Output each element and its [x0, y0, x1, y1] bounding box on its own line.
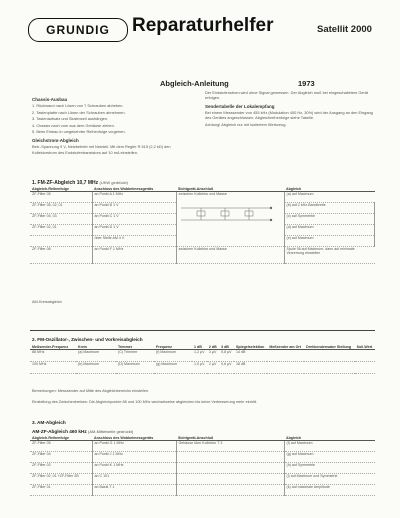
cell: ZF-Filter 02, 01 [30, 225, 92, 236]
grundig-logo [28, 18, 128, 42]
cell [176, 485, 284, 496]
cell: (g) auf Maximum [284, 452, 375, 463]
cell: 2 µV [207, 362, 219, 374]
section1-footer: AM-Kreisabgleich [32, 300, 62, 304]
col-header: 2 dB [207, 345, 219, 350]
cell: 0,6 µV [219, 362, 234, 374]
cell: (D) Maximum [116, 362, 154, 374]
table-row [30, 463, 375, 474]
cell [355, 350, 375, 362]
sender-heading: Sendertabelle der Lokalempfang [205, 103, 275, 109]
cell: ZF-Filter 04 [30, 452, 92, 463]
col-header: Abgleich-Reihenfolge [30, 436, 92, 441]
fm-oscillator-table [30, 345, 375, 374]
cell: (b) Maximum [76, 362, 116, 374]
right-column [205, 90, 373, 128]
section3-sub-text: AM-ZF-Abgleich 460 kHz [32, 429, 87, 434]
cell: ZF-Filter 06 [30, 247, 92, 264]
section2-note1: Bemerkungen: Messsender auf Mitte des Abgleichbereichs einstellen. [32, 389, 150, 393]
cell [176, 452, 284, 463]
left-column [32, 94, 190, 156]
cell: (c) auf Symmetrie [284, 214, 375, 225]
subtitle: Abgleich-Anleitung [160, 79, 229, 88]
table-row [30, 441, 375, 452]
table-row [30, 350, 375, 362]
cell: (i) auf Maximum und Symmetrie [284, 474, 375, 485]
col-header: 1 dB [192, 345, 207, 350]
col-header: Abgleich [284, 436, 375, 441]
cell: 3 µV [207, 350, 219, 362]
cell: ZF-Filter 03 [30, 463, 92, 474]
cell [267, 350, 304, 362]
cell: 88 MHz [30, 350, 76, 362]
cell: 100 MHz [30, 362, 76, 374]
section2-title: 2. FM-Oszillator-, Zwischen- und Vorkreisabgleich [32, 337, 143, 342]
table-row [30, 452, 375, 463]
cell: 14 dB [234, 350, 267, 362]
table-row [30, 192, 375, 203]
cell [304, 362, 355, 374]
col-header: Anschluss des Wobbelmessgeräts [92, 436, 176, 441]
cell [176, 474, 284, 485]
cell: an Punkt G 1 MHz [92, 441, 176, 452]
cell: an Punkt K 1 MHz [92, 463, 176, 474]
cell [267, 362, 304, 374]
cell: (a) auf Maximum [284, 192, 375, 203]
chassis-step: 3. Tastenaufsatz und Skalenseil aushängen. [32, 116, 109, 122]
cell: 1,0 µV [192, 362, 207, 374]
cell: ZF-Filter 05 [30, 192, 92, 203]
col-header: Sichtgerät-Anschluß [176, 187, 284, 192]
chassis-heading: Chassis-Ausbau [32, 97, 68, 102]
table-row [30, 485, 375, 496]
col-header: Trimmer [116, 345, 154, 350]
year: 1973 [298, 79, 315, 88]
cell: ZF-Filter 01 [30, 485, 92, 496]
section3-sub-suffix: (AM-Mittelwelle gedrückt) [88, 429, 134, 434]
cell: (a) Maximum [76, 350, 116, 362]
table-row [30, 362, 375, 374]
cell: Gehäuse über Kollektor T 3 [176, 441, 284, 452]
col-header: Sichtgerät-Anschluß [176, 436, 284, 441]
col-header: 3 dB [219, 345, 234, 350]
table-row [30, 474, 375, 485]
col-header: Abgleich [284, 187, 375, 192]
cell: ZF-Filter 02, 01 +ZF-Filter 2B [30, 474, 92, 485]
col-header: Frequenz [154, 345, 192, 350]
cell: an Punkt B 1 V [92, 203, 176, 214]
chassis-step: 2. Tastenplatte nach Lösen der Schrauben abnehmen. [32, 109, 126, 115]
section3-subtitle [32, 429, 133, 434]
col-header: Kreis [76, 345, 116, 350]
fm-if-table [30, 187, 375, 264]
cell: (d) auf Maximum [284, 225, 375, 236]
cell: an C 101 [92, 474, 176, 485]
cell: an Punkt J 1 MHz [92, 452, 176, 463]
circuit-cell [176, 192, 284, 247]
col-header: Spiegelselektion [234, 345, 267, 350]
col-header: Meßsender am Ort [267, 345, 304, 350]
chassis-step: 1. Rückwand nach Lösen von 7 Schrauben abheben. [32, 103, 124, 109]
section1-suffix: (UKW gedrückt) [99, 180, 128, 185]
chassis-step: 5. Beim Einbau in umgekehrter Reihenfolge vorgehen. [32, 129, 126, 135]
cell: an Punkt C 1 V [92, 214, 176, 225]
sender-text: Bei einem Messsender von 455 kHz (Modulation 400 Hz, 30%) wird der Ausgang an den Eingang des Gerätes angeschlossen. Abgleichreihenfolge siehe Tabelle. [205, 110, 373, 121]
document-title: Reparaturhelfer [132, 15, 274, 36]
cell: (k) auf maximale Amplitude [284, 485, 375, 496]
col-header: Abgleich-Reihenfolge [30, 187, 92, 192]
cell: (f) Maximum [154, 350, 192, 362]
am-if-table [30, 436, 375, 496]
cell [355, 362, 375, 374]
right-intro: Der Endstufenstrom wird ohne Signal gemessen. Der Abgleich muß bei eingeschaltetem Gerät erfolgen. [205, 90, 369, 101]
cell: (h) auf Symmetrie [284, 463, 375, 474]
cell: zwischen Kollektor und Masse [176, 247, 284, 264]
section1-title-text: 1. FM-ZF-Abgleich 10,7 MHz [32, 180, 99, 186]
cell: (b) auf 2 kHz-Bandbreite [284, 203, 375, 214]
cell: (e) auf Maximum [284, 236, 375, 247]
col-header: Anschluss des Wobbelmessgeräts [92, 187, 176, 192]
cell [304, 350, 355, 362]
cell: (g) Maximum [154, 362, 192, 374]
cell: (f) auf Maximum [284, 441, 375, 452]
cell: (C) Trimmer [116, 350, 154, 362]
divider [30, 330, 375, 331]
cell: 18 dB [234, 362, 267, 374]
cell: Spule 06 auf Maximum, dann auf minimale Verzerrung einstellen [284, 247, 375, 264]
model-name: Satellit 2000 [317, 24, 372, 35]
filter-circuit-diagram [179, 196, 277, 226]
cell: ZF-Filter 05, 02, 01 [30, 203, 92, 214]
cell: 0,8 µV [219, 350, 234, 362]
section2-note2: Einstellung des Zwischenkreises: Die Abgleichpunkte 88 und 100 MHz wechselweise abgleichen bis keine Verbesserung mehr eintritt. [32, 400, 257, 404]
cell: ZF-Filter 05 [30, 441, 92, 452]
chassis-step: 4. Chassis nach vorn aus dem Gehäuse ziehen. [32, 122, 115, 128]
cell: zwischen Kollektor und Masse [178, 192, 227, 197]
section3-title: 3. AM-Abgleich [32, 420, 66, 425]
section1-title [32, 180, 128, 186]
cell: an Punkt D 1 V [92, 225, 176, 236]
cell: über Stelle AM 4 V [92, 236, 176, 247]
cell [176, 463, 284, 474]
col-header: Meßsender-Frequenz [30, 345, 76, 350]
cell: ZF-Filter 04, 03 [30, 214, 92, 225]
sender-note: Achtung! Abgleich nur mit isoliertem Werkzeug. [205, 121, 287, 127]
cell: an Punkt F 1 MHz [92, 247, 176, 264]
dc-heading: Gleichstrom-Abgleich [32, 137, 79, 143]
cell: 1,2 µV [192, 350, 207, 362]
cell: an Basis T 1 [92, 485, 176, 496]
brand-label: GRUNDIG [46, 23, 110, 37]
cell [30, 236, 92, 247]
table-row [30, 247, 375, 264]
cell: an Punkt A 1 MHz [92, 192, 176, 203]
dc-text: Betr.-Spannung 9 V, Netzbetrieb mit Netzteil. Mit dem Regler R 515 (2,2 kΩ) den Kollektorstrom des Endstufentransistors auf 10 mA einstellen. [32, 144, 171, 155]
col-header: Soll-Wert [355, 345, 375, 350]
col-header: Drehkondensator Stellung [304, 345, 355, 350]
